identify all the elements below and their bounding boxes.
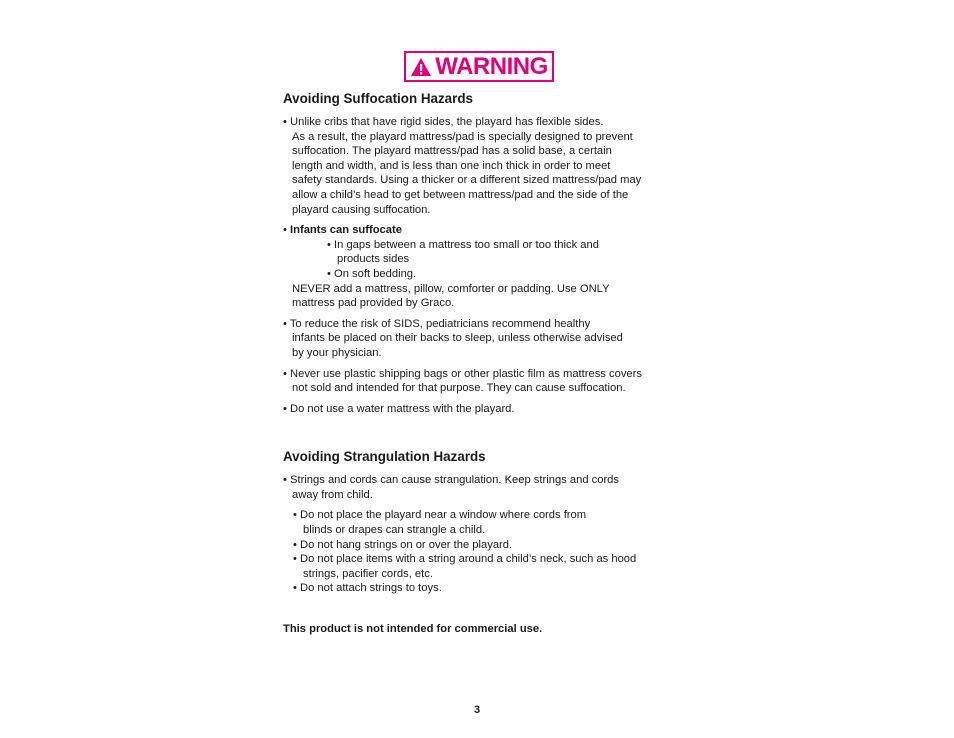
warning-banner — [404, 51, 554, 82]
warning-title: WARNING — [435, 52, 548, 80]
strangulation-sub-list: • Do not place the playard near a window where cords from blinds or drapes can strangle a child. • Do not hang strings on or over the playard. • Do not place items with a string around a child’s neck, such as hood strings, pacifier cords, etc. • Do not attach strings to toys. — [293, 509, 637, 595]
bullet-infants-suffocate: • Infants can suffocate • In gaps between a mattress too small or too thick and products sides • On soft bedding. NEVER add a mattress, pillow, comforter or padding. Use ONLY mattress pad provided by Graco. — [283, 223, 683, 311]
bullet-water-mattress: • Do not use a water mattress with the playard. — [283, 402, 515, 415]
bullet-sids: • To reduce the risk of SIDS, pediatricians recommend healthy infants be placed on their backs to sleep, unless otherwise advised by your physician. — [283, 317, 623, 359]
page-number: 3 — [473, 704, 481, 716]
bullet-strings-cords: • Strings and cords can cause strangulation. Keep strings and cords away from child. — [283, 474, 620, 501]
bullet-rigid-sides: • Unlike cribs that have rigid sides, the playard has flexible sides. As a result, the playard mattress/pad is specially designed to prevent suffocation. The playard mattress/pad has a solid base, a certain length and width, and is less than one inch thick in order to meet safety standards. Using a thicker or a different sized mattress/pad may allow a child’s head to get between mattress/pad and the side of the playard causing suffocation. — [283, 116, 642, 216]
warning-triangle-icon — [410, 57, 432, 77]
commercial-use-note: This product is not intended for commercial use. — [283, 623, 543, 636]
suffocation-heading: Avoiding Suffocation Hazards — [283, 91, 473, 106]
infants-heading: • Infants can suffocate — [283, 224, 402, 237]
strangulation-heading: Avoiding Strangulation Hazards — [283, 449, 486, 465]
main-content — [283, 90, 683, 637]
bullet-plastic-bags: • Never use plastic shipping bags or other plastic film as mattress covers not sold and intended for that purpose. They can cause suffocation. — [283, 367, 642, 395]
